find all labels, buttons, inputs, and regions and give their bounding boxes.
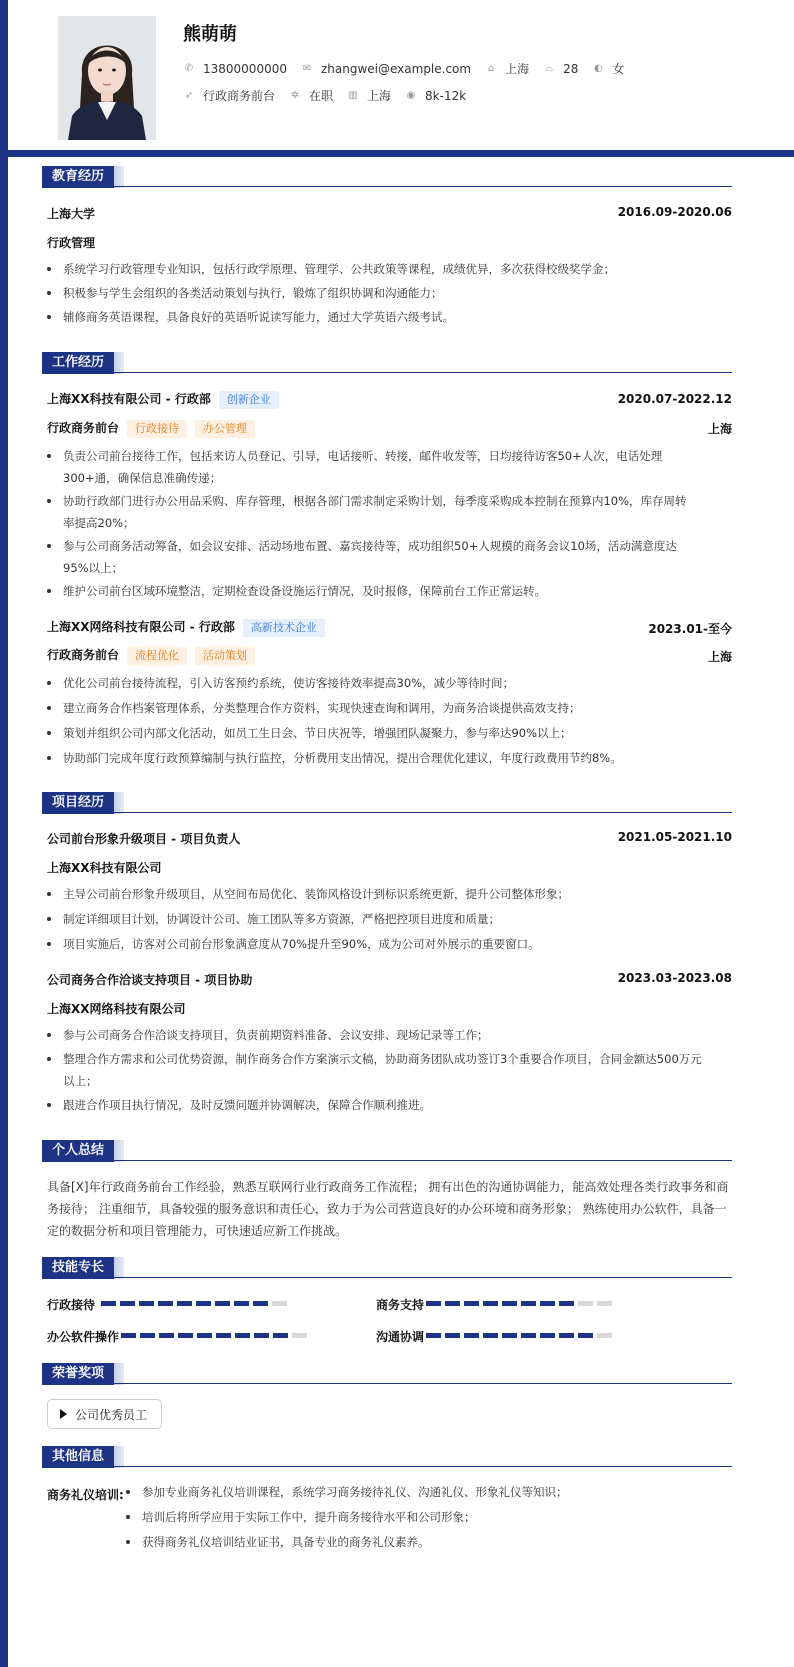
portrait-image	[58, 16, 156, 140]
skill-segment	[235, 1333, 250, 1338]
skill-segment	[483, 1301, 498, 1306]
list-item: 跟进合作项目执行情况，及时反馈问题并协调解决，保障合作顺利推进。	[47, 1094, 732, 1116]
skill-level-bar	[101, 1301, 291, 1306]
section-other-title: 其他信息	[42, 1446, 114, 1468]
list-item: 优化公司前台接待流程，引入访客预约系统，使访客接待效率提高30%，减少等待时间；	[47, 672, 732, 694]
intent-row	[183, 87, 480, 104]
skill-segment	[140, 1333, 155, 1338]
skill-segment	[464, 1301, 479, 1306]
status-item	[289, 87, 333, 104]
summary-text: 具备[X]年行政商务前台工作经验，熟悉互联网行业行政商务工作流程； 拥有出色的沟通协调能力，能高效处理各类行政事务和商务接待； 注重细节，具备较强的服务意识和责任心，致力于为公司营造良好的办公环境和商务形象； 熟练使用办公软件，具备一定的数据分析和项目管理能力，可快速适应新工作挑战。	[47, 1180, 729, 1238]
skill-segment	[254, 1333, 269, 1338]
gender-item	[592, 60, 624, 77]
coin-icon: ◉	[406, 89, 416, 101]
list-item: 积极参与学生会组织的各类活动策划与执行，锻炼了组织协调和沟通能力；	[47, 282, 732, 304]
skill-tag: 活动策划	[195, 647, 255, 665]
skill-name: 沟通协调	[376, 1330, 425, 1344]
city-item	[485, 60, 529, 77]
work-role: 行政商务前台 流程优化 活动策划	[47, 646, 255, 665]
list-item: 辅修商务英语课程，具备良好的英语听说读写能力，通过大学英语六级考试。	[47, 306, 732, 328]
avatar	[58, 16, 156, 140]
education-period: 2016.09-2020.06	[617, 205, 732, 219]
skill-segment	[196, 1301, 211, 1306]
skill-segment	[272, 1301, 287, 1306]
list-item: 项目实施后，访客对公司前台形象满意度从70%提升至90%，成为公司对外展示的重要窗口。	[47, 933, 732, 955]
skill-segment	[426, 1333, 441, 1338]
section-divider	[42, 1277, 732, 1278]
work-company: 上海XX网络科技有限公司 - 行政部 高新技术企业	[47, 618, 325, 637]
skill-tag: 流程优化	[127, 647, 187, 665]
award-chip[interactable]	[47, 1399, 162, 1429]
skill-segment	[445, 1301, 460, 1306]
city-value: 上海	[505, 62, 530, 76]
section-divider	[42, 186, 732, 187]
section-divider	[42, 1466, 732, 1467]
section-divider	[42, 1383, 732, 1384]
skill-segment	[158, 1301, 173, 1306]
project-period: 2021.05-2021.10	[617, 830, 732, 844]
age-item	[543, 62, 578, 76]
skill-segment	[216, 1333, 231, 1338]
section-other	[42, 1444, 114, 1468]
job-value: 行政商务前台	[203, 89, 276, 103]
skill-segment	[120, 1301, 135, 1306]
section-work-title: 工作经历	[42, 352, 114, 374]
skill-segment	[540, 1333, 555, 1338]
cake-icon: ⌓	[545, 62, 554, 74]
list-item: 制定详细项目计划，协调设计公司、施工团队等多方资源，严格把控项目进度和质量；	[47, 908, 732, 930]
list-item: 参与公司商务活动筹备，如会议安排、活动场地布置、嘉宾接待等，成功组织50+人规模的商务会议10场，活动满意度达95%以上；	[47, 535, 697, 579]
skill-tag: 行政接待	[127, 420, 187, 438]
skill-name: 行政接待	[47, 1298, 96, 1312]
skill-name: 办公软件操作	[47, 1330, 120, 1344]
list-item: 主导公司前台形象升级项目，从空间布局优化、装饰风格设计到标识系统更新，提升公司整体形象；	[47, 883, 732, 905]
other-label: 商务礼仪培训:	[47, 1488, 124, 1502]
section-awards-title: 荣誉奖项	[42, 1363, 114, 1385]
list-item: 系统学习行政管理专业知识，包括行政学原理、管理学、公共政策等课程，成绩优异，多次获得校级奖学金；	[47, 258, 732, 280]
list-item: 获得商务礼仪培训结业证书，具备专业的商务礼仪素养。	[126, 1531, 726, 1553]
skill-segment	[521, 1333, 536, 1338]
list-item: 参加专业商务礼仪培训课程，系统学习商务接待礼仪、沟通礼仪、形象礼仪等知识；	[126, 1481, 726, 1503]
list-item: 参与公司商务合作洽谈支持项目，负责前期资料准备、会议安排、现场记录等工作；	[47, 1024, 732, 1046]
skill-segment	[521, 1301, 536, 1306]
skill-level-bar	[426, 1301, 616, 1306]
target-city-value: 上海	[367, 89, 392, 103]
skill-segment	[234, 1301, 249, 1306]
age-value: 28	[563, 61, 579, 76]
skill-segment	[197, 1333, 212, 1338]
salary-item	[405, 89, 466, 103]
skill-segment	[273, 1333, 288, 1338]
list-item: 培训后将所学应用于实际工作中，提升商务接待水平和公司形象；	[126, 1506, 726, 1528]
skill-segment	[101, 1301, 116, 1306]
work-location: 上海	[707, 650, 732, 664]
section-projects-title: 项目经历	[42, 792, 114, 814]
mail-icon: ✉	[302, 62, 312, 74]
play-icon	[60, 1409, 67, 1419]
skill-segment	[178, 1333, 193, 1338]
section-work	[42, 350, 114, 374]
skill-segment	[426, 1301, 441, 1306]
skill-segment	[292, 1333, 307, 1338]
section-divider	[42, 812, 732, 813]
project-title: 公司前台形象升级项目 - 项目负责人	[47, 832, 241, 846]
work-location: 上海	[707, 422, 732, 436]
education-school: 上海大学	[47, 207, 96, 221]
education-major: 行政管理	[47, 236, 96, 250]
section-skills	[42, 1255, 114, 1279]
skill-segment	[445, 1333, 460, 1338]
company-tag: 创新企业	[219, 391, 279, 409]
list-item: 协助行政部门进行办公用品采购、库存管理，根据各部门需求制定采购计划，每季度采购成本控制在预算内10%，库存周转率提高20%；	[47, 490, 697, 534]
work-company: 上海XX科技有限公司 - 行政部 创新企业	[47, 390, 279, 409]
skill-segment	[215, 1301, 230, 1306]
section-summary-title: 个人总结	[42, 1140, 114, 1162]
skill-segment	[540, 1301, 555, 1306]
skill-segment	[159, 1333, 174, 1338]
phone-value: 13800000000	[203, 61, 287, 76]
phone-icon: ✆	[184, 62, 194, 74]
work-role: 行政商务前台 行政接待 办公管理	[47, 419, 255, 438]
skill-segment	[502, 1301, 517, 1306]
section-divider	[42, 1160, 732, 1161]
email-value: zhangwei@example.com	[320, 61, 472, 76]
home-icon: ⌂	[487, 62, 495, 74]
skill-segment	[597, 1301, 612, 1306]
contact-row	[183, 60, 638, 77]
project-company: 上海XX网络科技有限公司	[47, 1002, 186, 1016]
gender-value: 女	[612, 62, 625, 76]
company-tag: 高新技术企业	[243, 619, 325, 637]
skill-segment	[502, 1333, 517, 1338]
phone-item	[183, 62, 287, 76]
award-label: 公司优秀员工	[75, 1407, 148, 1422]
skill-name: 商务支持	[376, 1298, 425, 1312]
section-awards	[42, 1361, 114, 1385]
skill-segment	[121, 1333, 136, 1338]
list-item: 维护公司前台区域环境整洁，定期检查设备设施运行情况，及时报修，保障前台工作正常运转。	[47, 580, 732, 602]
skill-segment	[464, 1333, 479, 1338]
section-projects	[42, 790, 114, 814]
skill-level-bar	[426, 1333, 616, 1338]
list-item: 策划并组织公司内部文化活动，如员工生日会、节日庆祝等，增强团队凝聚力，参与率达90%以上；	[47, 722, 732, 744]
work-period: 2023.01-至今	[648, 622, 732, 636]
candidate-name: 熊萌萌	[183, 24, 237, 45]
list-item: 负责公司前台接待工作，包括来访人员登记、引导，电话接听、转接，邮件收发等，日均接待访客50+人次，电话处理300+通，确保信息准确传递；	[47, 445, 687, 489]
send-icon: ➶	[184, 89, 194, 101]
building-icon: ▥	[348, 89, 358, 101]
skill-segment	[578, 1301, 593, 1306]
email-item	[301, 62, 471, 76]
salary-value: 8k-12k	[425, 88, 467, 103]
project-company: 上海XX科技有限公司	[47, 861, 162, 875]
work-period: 2020.07-2022.12	[617, 392, 732, 406]
target-city-item	[347, 87, 391, 104]
skill-segment	[139, 1301, 154, 1306]
list-item: 整理合作方需求和公司优势资源，制作商务合作方案演示文稿，协助商务团队成功签订3个重要合作项目，合同金额达500万元以上；	[47, 1048, 707, 1092]
job-item	[183, 87, 275, 104]
list-item: 协助部门完成年度行政预算编制与执行监控，分析费用支出情况，提出合理优化建议，年度行政费用节约8%。	[47, 747, 732, 769]
skill-segment	[177, 1301, 192, 1306]
section-summary	[42, 1138, 114, 1162]
skill-segment	[253, 1301, 268, 1306]
skill-segment	[559, 1333, 574, 1338]
section-divider	[42, 372, 732, 373]
section-education-title: 教育经历	[42, 166, 114, 188]
skill-tag: 办公管理	[195, 420, 255, 438]
skill-segment	[578, 1333, 593, 1338]
skill-segment	[559, 1301, 574, 1306]
project-title: 公司商务合作洽谈支持项目 - 项目协助	[47, 973, 253, 987]
gear-icon: ✲	[290, 89, 300, 101]
skill-level-bar	[121, 1333, 311, 1338]
list-item: 建立商务合作档案管理体系，分类整理合作方资料，实现快速查询和调用，为商务洽谈提供高效支持；	[47, 697, 732, 719]
project-period: 2023.03-2023.08	[617, 971, 732, 985]
skill-segment	[597, 1333, 612, 1338]
skill-segment	[483, 1333, 498, 1338]
section-education	[42, 164, 114, 188]
status-value: 在职	[309, 89, 334, 103]
section-skills-title: 技能专长	[42, 1257, 114, 1279]
gender-icon: ◐	[594, 62, 603, 74]
